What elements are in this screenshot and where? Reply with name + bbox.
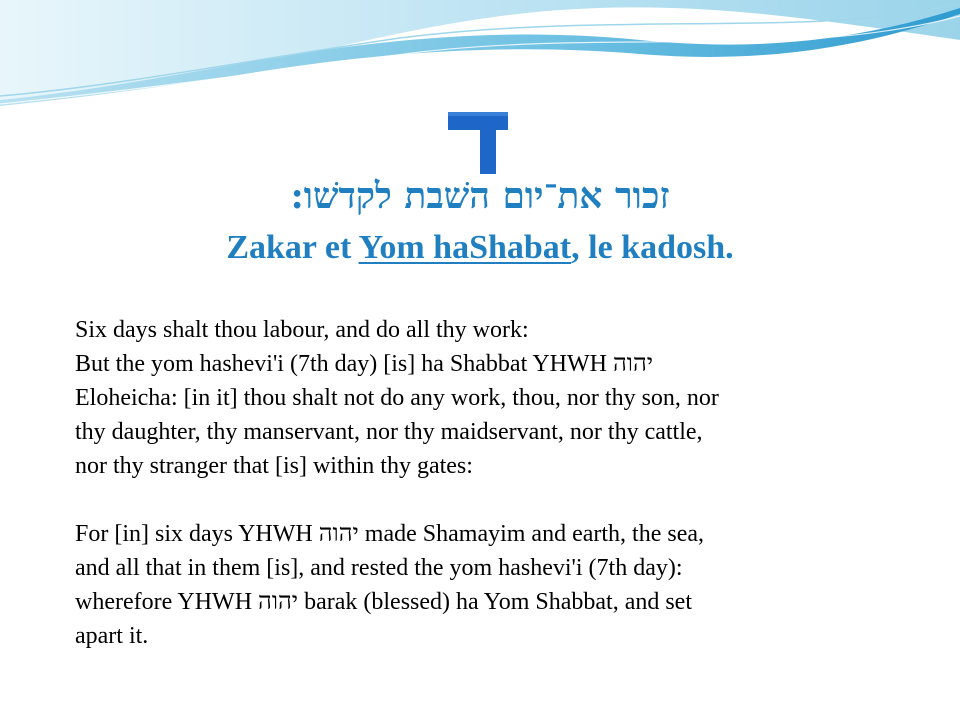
- paragraph-line: nor thy stranger that [is] within thy gates:: [75, 453, 473, 479]
- paragraph-line: wherefore YHWH יהוה barak (blessed) ha Yom Shabbat, and set: [75, 589, 693, 615]
- paragraph-line: apart it.: [75, 623, 149, 649]
- hebrew-title: זכור את־יום השׁבת לקדשׁו:: [290, 175, 670, 217]
- hebrew-letter-dalet-icon: [440, 88, 516, 180]
- transliteration-after: , le kadosh.: [571, 229, 734, 266]
- transliteration-before: Zakar et: [226, 229, 359, 266]
- paragraph-line: For [in] six days YHWH יהוה made Shamayim and earth, the sea,: [75, 521, 705, 547]
- yom-hashabat-link[interactable]: Yom haShabat: [358, 229, 572, 266]
- paragraph-line: and all that in them [is], and rested the yom hashevi'i (7th day):: [75, 555, 683, 581]
- paragraph-line: Eloheicha: [in it] thou shalt not do any work, thou, nor thy son, nor: [75, 385, 719, 411]
- transliteration-title: [0, 224, 960, 272]
- body-text: [75, 313, 915, 653]
- paragraph-line: thy daughter, thy manservant, nor thy maidservant, nor thy cattle,: [75, 419, 703, 445]
- paragraph-line: But the yom hashevi'i (7th day) [is] ha Shabbat YHWH יהוה: [75, 351, 654, 377]
- hebrew-letter-image: [440, 88, 516, 180]
- paragraph-1: [75, 313, 915, 483]
- paragraph-2: [75, 517, 915, 653]
- paragraph-line: Six days shalt thou labour, and do all thy work:: [75, 317, 529, 343]
